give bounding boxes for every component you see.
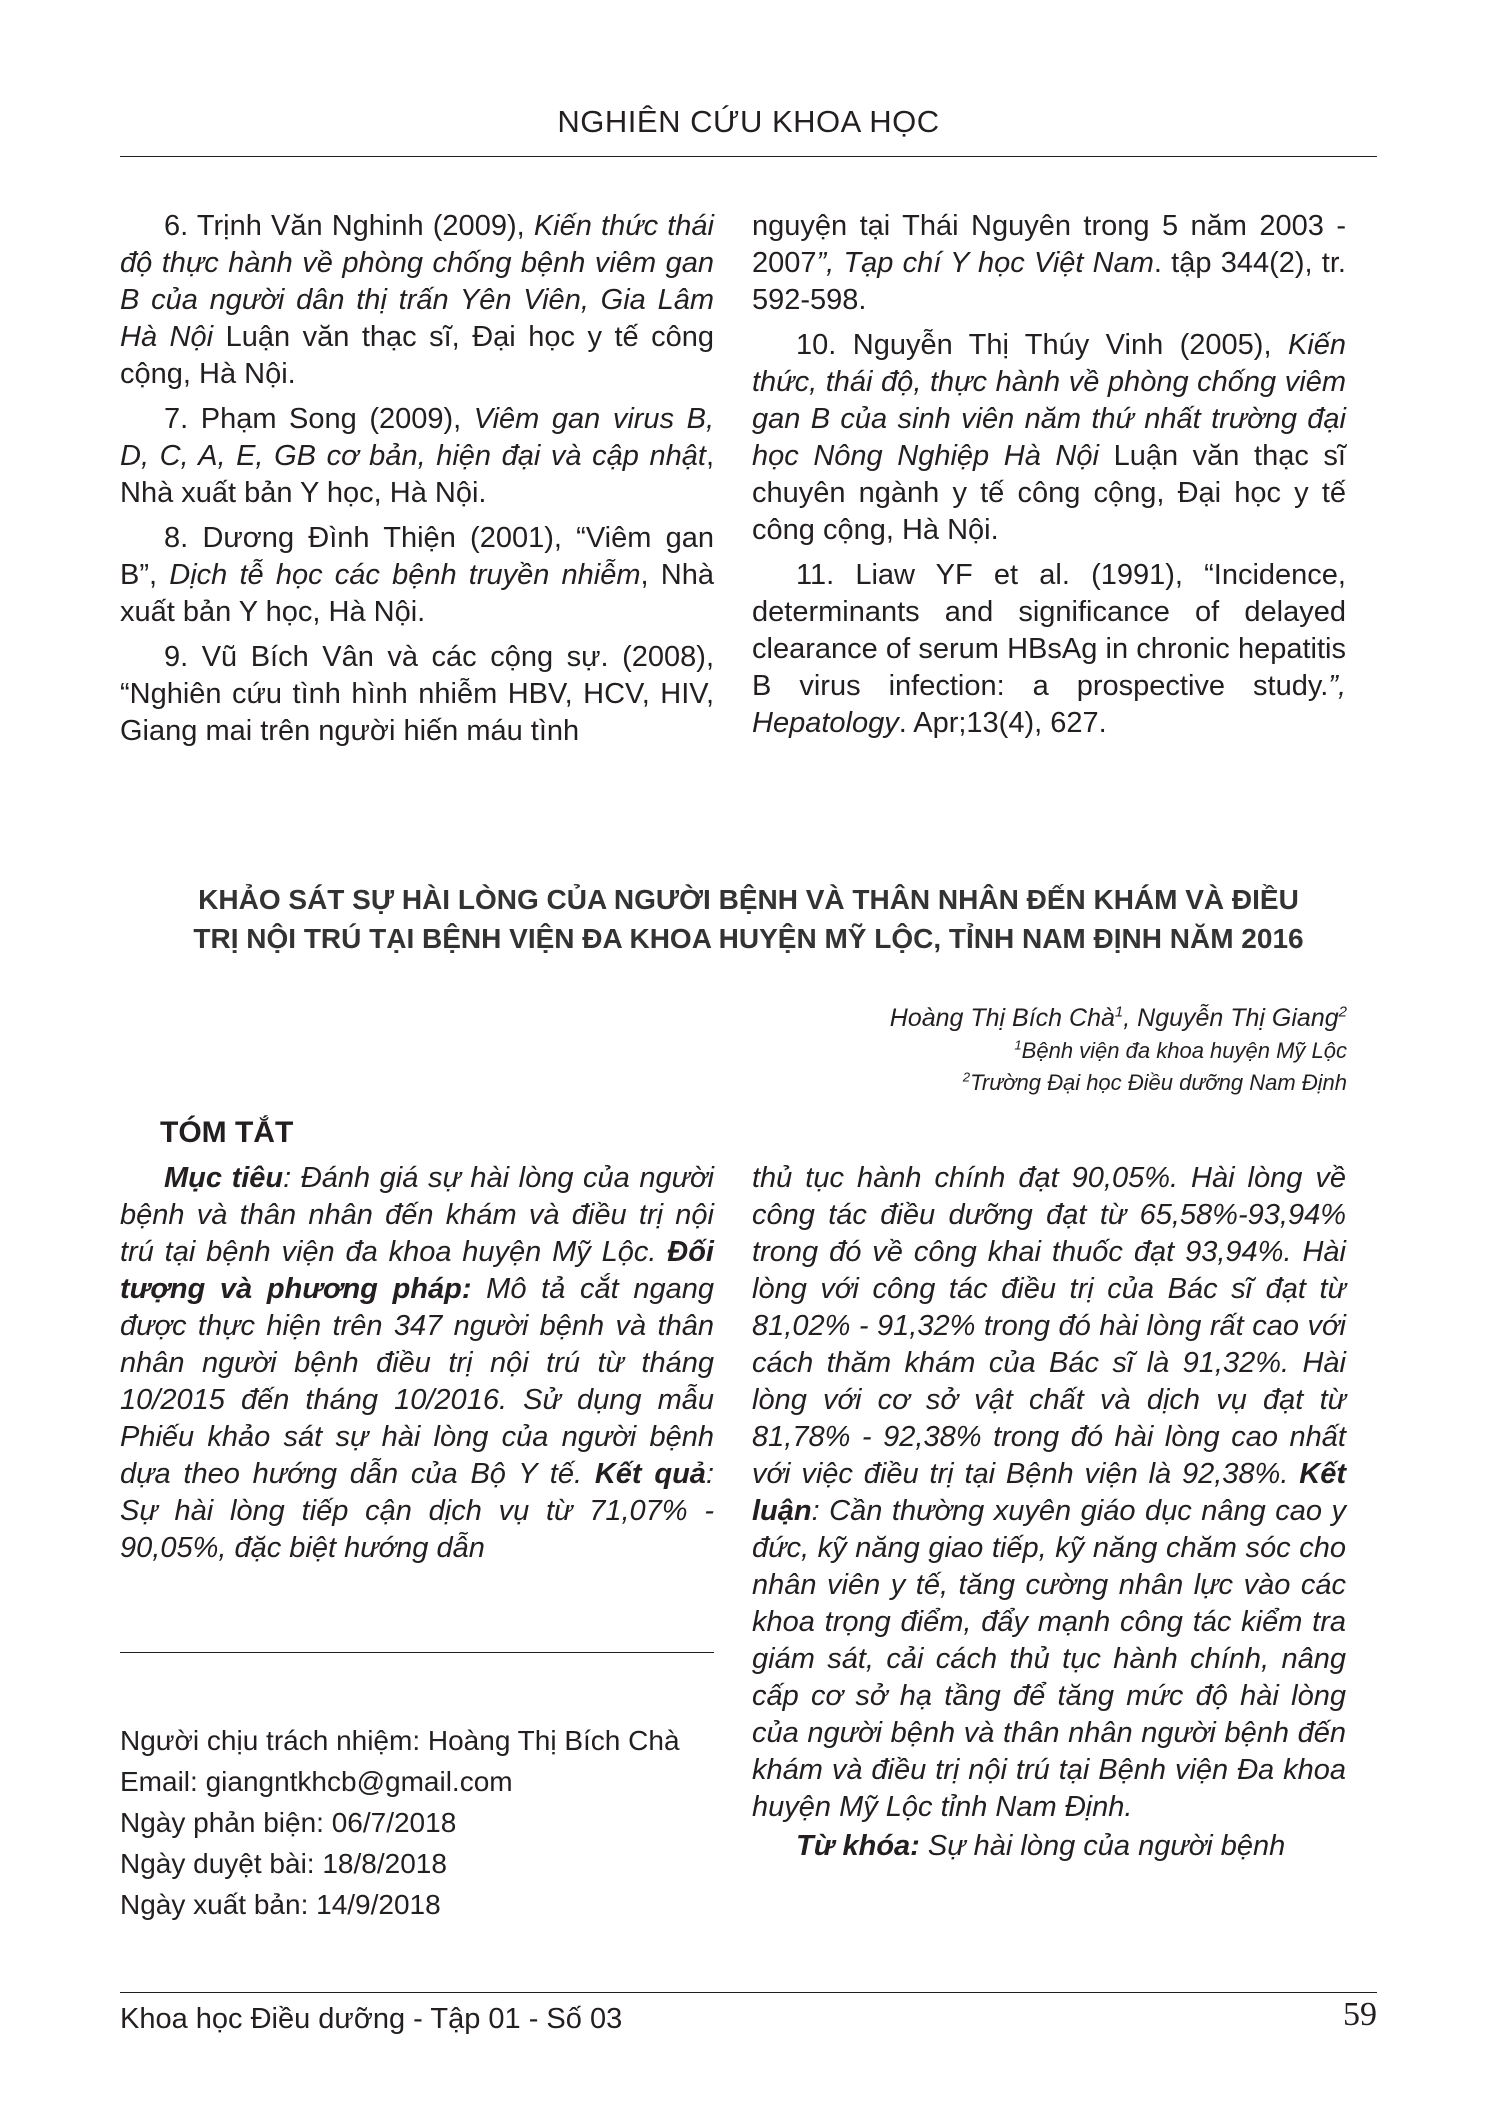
references-left-column	[120, 208, 714, 758]
article-title	[120, 880, 1377, 958]
footnote-rule	[120, 1652, 714, 1653]
reference-item: 9. Vũ Bích Vân và các cộng sự. (2008), “Nghiên cứu tình hình nhiễm HBV, HCV, HIV, Giang mai trên người hiến máu tình	[120, 641, 714, 747]
authors-block	[890, 1001, 1347, 1099]
journal-name: Khoa học Điều dưỡng - Tập 01 - Số 03	[120, 2003, 623, 2035]
abstract-heading: TÓM TẮT	[160, 1116, 294, 1149]
page-number: 59	[1343, 1996, 1377, 2033]
reference-item: 11. Liaw YF et al. (1991), “Incidence, determinants and significance of delayed clearance of serum HBsAg in chronic hepatitis B virus infection: a prospective study.”, Hepatology. Apr;13(4), 627.	[752, 559, 1346, 739]
affiliation: $^1$Bệnh viện đa khoa huyện Mỹ Lộc	[1014, 1037, 1347, 1063]
affiliation: $^2$Trường Đại học Điều dưỡng Nam Định	[962, 1069, 1347, 1095]
review-date: Ngày phản biện: 06/7/2018	[120, 1807, 457, 1838]
accept-date: Ngày duyệt bài: 18/8/2018	[120, 1848, 447, 1879]
reference-item: 7. Phạm Song (2009), Viêm gan virus B, D, C, A, E, GB cơ bản, hiện đại và cập nhật, Nhà xuất bản Y học, Hà Nội.	[120, 403, 715, 509]
reference-item: 6. Trịnh Văn Nghinh (2009), Kiến thức thái độ thực hành về phòng chống bệnh viêm gan B của người dân thị trấn Yên Viên, Gia Lâm Hà Nội Luận văn thạc sĩ, Đại học y tế công cộng, Hà Nội.	[120, 210, 715, 390]
publish-date: Ngày xuất bản: 14/9/2018	[120, 1889, 441, 1920]
header-rule	[120, 156, 1377, 157]
reference-item: 8. Dương Đình Thiện (2001), “Viêm gan B”, Dịch tễ học các bệnh truyền nhiễm, Nhà xuất bản Y học, Hà Nội.	[120, 522, 715, 628]
article-title-line: TRỊ NỘI TRÚ TẠI BỆNH VIỆN ĐA KHOA HUYỆN MỸ LỘC, TỈNH NAM ĐỊNH NĂM 2016	[193, 923, 1304, 954]
author-names: Hoàng Thị Bích Chà$^1$, Nguyễn Thị Giang$^2$	[889, 1003, 1347, 1032]
reference-item: 10. Nguyễn Thị Thúy Vinh (2005), Kiến thức, thái độ, thực hành về phòng chống viêm gan B của sinh viên năm thứ nhất trường đại học Nông Nghiệp Hà Nội Luận văn thạc sĩ chuyên ngành y tế công cộng, Đại học y tế công cộng, Hà Nội.	[752, 329, 1346, 546]
references-right-column	[752, 208, 1346, 750]
email: Email: giangntkhcb@gmail.com	[120, 1766, 513, 1797]
abstract-left-column	[120, 1160, 714, 1567]
reference-item-continued: nguyện tại Thái Nguyên trong 5 năm 2003 - 2007”, Tạp chí Y học Việt Nam. tập 344(2), tr. 592-598.	[752, 210, 1346, 316]
running-header: NGHIÊN CỨU KHOA HỌC	[557, 104, 940, 139]
abstract-right-column	[752, 1160, 1346, 1865]
abstract-paragraph: Mục tiêu: Đánh giá sự hài lòng của người bệnh và thân nhân đến khám và điều trị nội trú tại bệnh viện đa khoa huyện Mỹ Lộc. Đối tượng và phương pháp: Mô tả cắt ngang được thực hiện trên 347 người bệnh và thân nhân người bệnh điều trị nội trú từ tháng 10/2015 đến tháng 10/2016. Sử dụng mẫu Phiếu khảo sát sự hài lòng của người bệnh dựa theo hướng dẫn của Bộ Y tế. Kết quả: Sự hài lòng tiếp cận dịch vụ từ 71,07% - 90,05%, đặc biệt hướng dẫn	[120, 1162, 714, 1564]
keywords: Từ khóa: Sự hài lòng của người bệnh	[796, 1830, 1286, 1862]
abstract-paragraph-continued: thủ tục hành chính đạt 90,05%. Hài lòng về công tác điều dưỡng đạt từ 65,58%-93,94% trong đó về công khai thuốc đạt 93,94%. Hài lòng với công tác điều trị của Bác sĩ đạt từ 81,02% - 91,32% trong đó hài lòng rất cao với cách thăm khám của Bác sĩ là 91,32%. Hài lòng với cơ sở vật chất và dịch vụ đạt từ 81,78% - 92,38% trong đó hài lòng cao nhất với việc điều trị tại Bệnh viện là 92,38%. Kết luận: Cần thường xuyên giáo dục nâng cao y đức, kỹ năng giao tiếp, kỹ năng chăm sóc cho nhân viên y tế, tăng cường nhân lực vào các khoa trọng điểm, đẩy mạnh công tác kiểm tra giám sát, cải cách thủ tục hành chính, nâng cấp cơ sở hạ tầng để tăng mức độ hài lòng của người bệnh và thân nhân người bệnh đến khám và điều trị nội trú tại Bệnh viện Đa khoa huyện Mỹ Lộc tỉnh Nam Định.	[752, 1162, 1346, 1823]
correspondence-block	[120, 1720, 680, 1925]
footer-rule	[120, 1992, 1377, 1993]
article-title-line: KHẢO SÁT SỰ HÀI LÒNG CỦA NGƯỜI BỆNH VÀ THÂN NHÂN ĐẾN KHÁM VÀ ĐIỀU	[198, 884, 1299, 915]
responsible-author: Người chịu trách nhiệm: Hoàng Thị Bích Chà	[120, 1725, 680, 1756]
